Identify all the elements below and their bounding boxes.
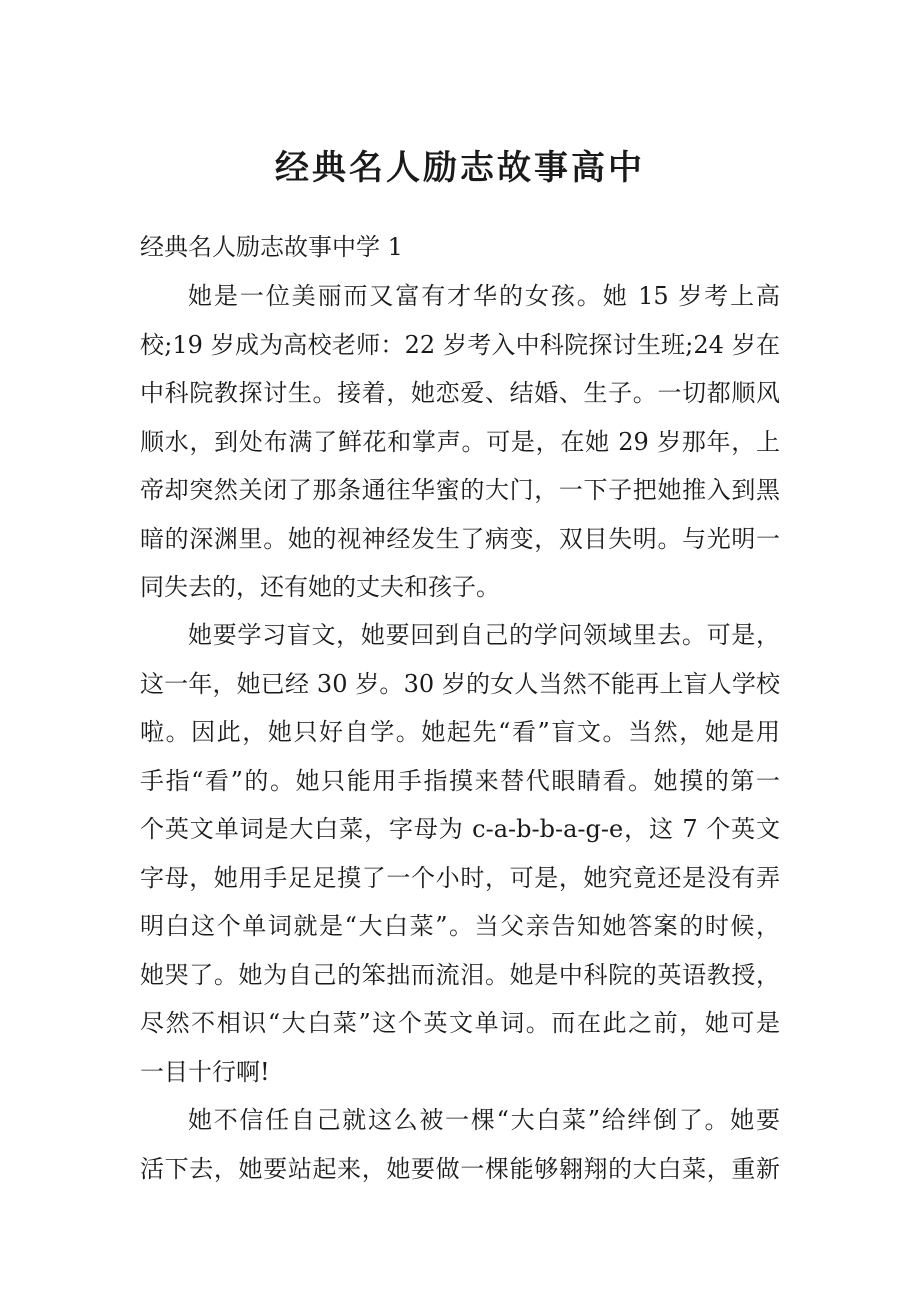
paragraph-line: 中科院教探讨生。接着，她恋爱、结婚、生子。一切都顺风 xyxy=(140,379,780,407)
paragraph-line: 她要学习盲文，她要回到自己的学问领域里去。可是， xyxy=(188,621,780,649)
paragraph-line: 顺水，到处布满了鲜花和掌声。可是，在她 29 岁那年，上 xyxy=(140,427,780,456)
paragraph-line: 帝却突然关闭了那条通往华蜜的大门，一下子把她推入到黑 xyxy=(140,476,780,504)
paragraph-line: 她哭了。她为自己的笨拙而流泪。她是中科院的英语教授， xyxy=(140,960,780,989)
paragraph-line: 活下去，她要站起来，她要做一棵能够翱翔的大白菜，重新 xyxy=(140,1154,780,1183)
paragraph-line: 她是一位美丽而又富有才华的女孩。她 15 岁考上高 xyxy=(188,282,780,310)
paragraph-line: 明白这个单词就是“大白菜”。当父亲告知她答案的时候， xyxy=(140,912,780,940)
paragraph-line: 字母，她用手足足摸了一个小时，可是，她究竟还是没有弄 xyxy=(140,863,780,892)
paragraph-3 xyxy=(140,1096,780,1193)
paragraph-line: 手指“看”的。她只能用手指摸来替代眼睛看。她摸的第一 xyxy=(140,766,780,795)
paragraph-line: 个英文单词是大白菜，字母为 c-a-b-b-a-g-e，这 7 个英文 xyxy=(140,815,780,843)
paragraph-1 xyxy=(140,272,780,612)
paragraph-line: 校;19 岁成为高校老师：22 岁考入中科院探讨生班;24 岁在 xyxy=(140,330,780,359)
paragraph-line: 同失去的，还有她的丈夫和孩子。 xyxy=(140,573,500,601)
section-heading: 经典名人励志故事中学 1 xyxy=(140,233,403,261)
paragraph-line: 啦。因此，她只好自学。她起先“看”盲文。当然，她是用 xyxy=(140,718,780,746)
paragraph-line: 一目十行啊! xyxy=(140,1057,270,1086)
paragraph-line: 尽然不相识“大白菜”这个英文单词。而在此之前，她可是 xyxy=(140,1009,780,1037)
paragraph-line: 暗的深渊里。她的视神经发生了病变，双目失明。与光明一 xyxy=(140,524,780,553)
paragraph-line: 她不信任自己就这么被一棵“大白菜”给绊倒了。她要 xyxy=(188,1106,780,1134)
paragraph-line: 这一年，她已经 30 岁。30 岁的女人当然不能再上盲人学校 xyxy=(140,669,780,698)
document-title: 经典名人励志故事高中 xyxy=(275,148,645,188)
paragraph-2 xyxy=(140,611,780,1096)
